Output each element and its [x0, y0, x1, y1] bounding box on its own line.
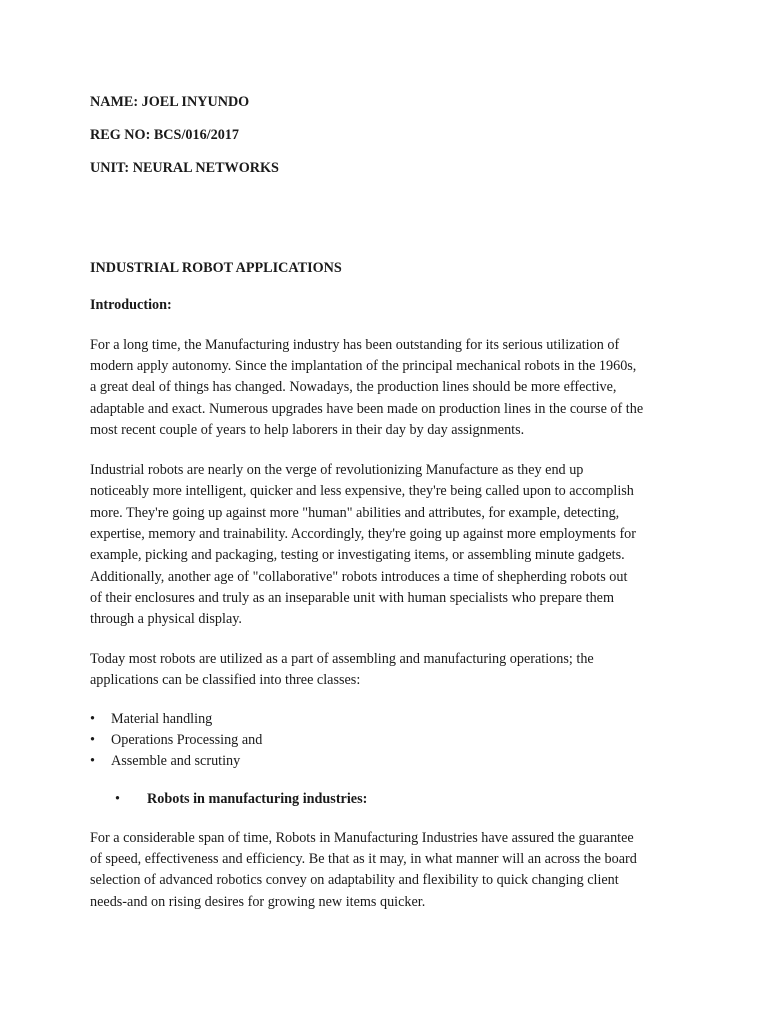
paragraph-line: a great deal of things has changed. Nowadays, the production lines should be more effective, — [90, 379, 617, 395]
paragraph-line: modern apply autonomy. Since the implantation of the principal mechanical robots in the 1960s, — [90, 358, 637, 374]
paragraph-line: Industrial robots are nearly on the verge of revolutionizing Manufacture as they end up — [90, 462, 584, 478]
bullet-icon: • — [90, 711, 95, 727]
paragraph-line: noticeably more intelligent, quicker and less expensive, they're being called upon to accomplish — [90, 483, 634, 499]
paragraph-line: needs-and on rising desires for growing new items quicker. — [90, 894, 426, 910]
paragraph-line: adaptable and exact. Numerous upgrades have been made on production lines in the course of the — [90, 401, 644, 417]
document-title: INDUSTRIAL ROBOT APPLICATIONS — [90, 260, 342, 276]
list-item: Assemble and scrutiny — [111, 753, 241, 769]
introduction-heading: Introduction: — [90, 297, 172, 313]
paragraph-line: Additionally, another age of "collaborative" robots introduces a time of shepherding robots out — [90, 569, 628, 585]
unit-name: UNIT: NEURAL NETWORKS — [90, 160, 279, 176]
paragraph-line: expertise, memory and trainability. Accordingly, they're going up against more employments for — [90, 526, 637, 542]
bullet-icon: • — [90, 753, 95, 769]
paragraph-line: through a physical display. — [90, 611, 242, 627]
paragraph-line: more. They're going up against more "human" abilities and attributes, for example, detecting, — [90, 505, 620, 521]
paragraph-line: For a long time, the Manufacturing industry has been outstanding for its serious utilization of — [90, 337, 620, 353]
paragraph-line: For a considerable span of time, Robots in Manufacturing Industries have assured the guarantee — [90, 830, 634, 846]
bullet-icon: • — [90, 732, 95, 748]
bullet-icon: • — [115, 791, 120, 807]
paragraph-line: example, picking and packaging, testing or investigating items, or assembling minute gadgets. — [90, 547, 625, 563]
section-subheading: Robots in manufacturing industries: — [147, 791, 368, 807]
student-name: NAME: JOEL INYUNDO — [90, 94, 250, 110]
list-item: Material handling — [111, 711, 213, 727]
paragraph-line: applications can be classified into three classes: — [90, 672, 361, 688]
list-item: Operations Processing and — [111, 732, 263, 748]
paragraph-line: selection of advanced robotics convey on adaptability and flexibility to quick changing client — [90, 872, 619, 888]
paragraph-line: Today most robots are utilized as a part of assembling and manufacturing operations; the — [90, 651, 594, 667]
paragraph-line: most recent couple of years to help laborers in their day by day assignments. — [90, 422, 525, 438]
paragraph-line: of their enclosures and truly as an inseparable unit with human specialists who prepare them — [90, 590, 614, 606]
paragraph-line: of speed, effectiveness and efficiency. Be that as it may, in what manner will an across the board — [90, 851, 637, 867]
registration-number: REG NO: BCS/016/2017 — [90, 127, 239, 143]
